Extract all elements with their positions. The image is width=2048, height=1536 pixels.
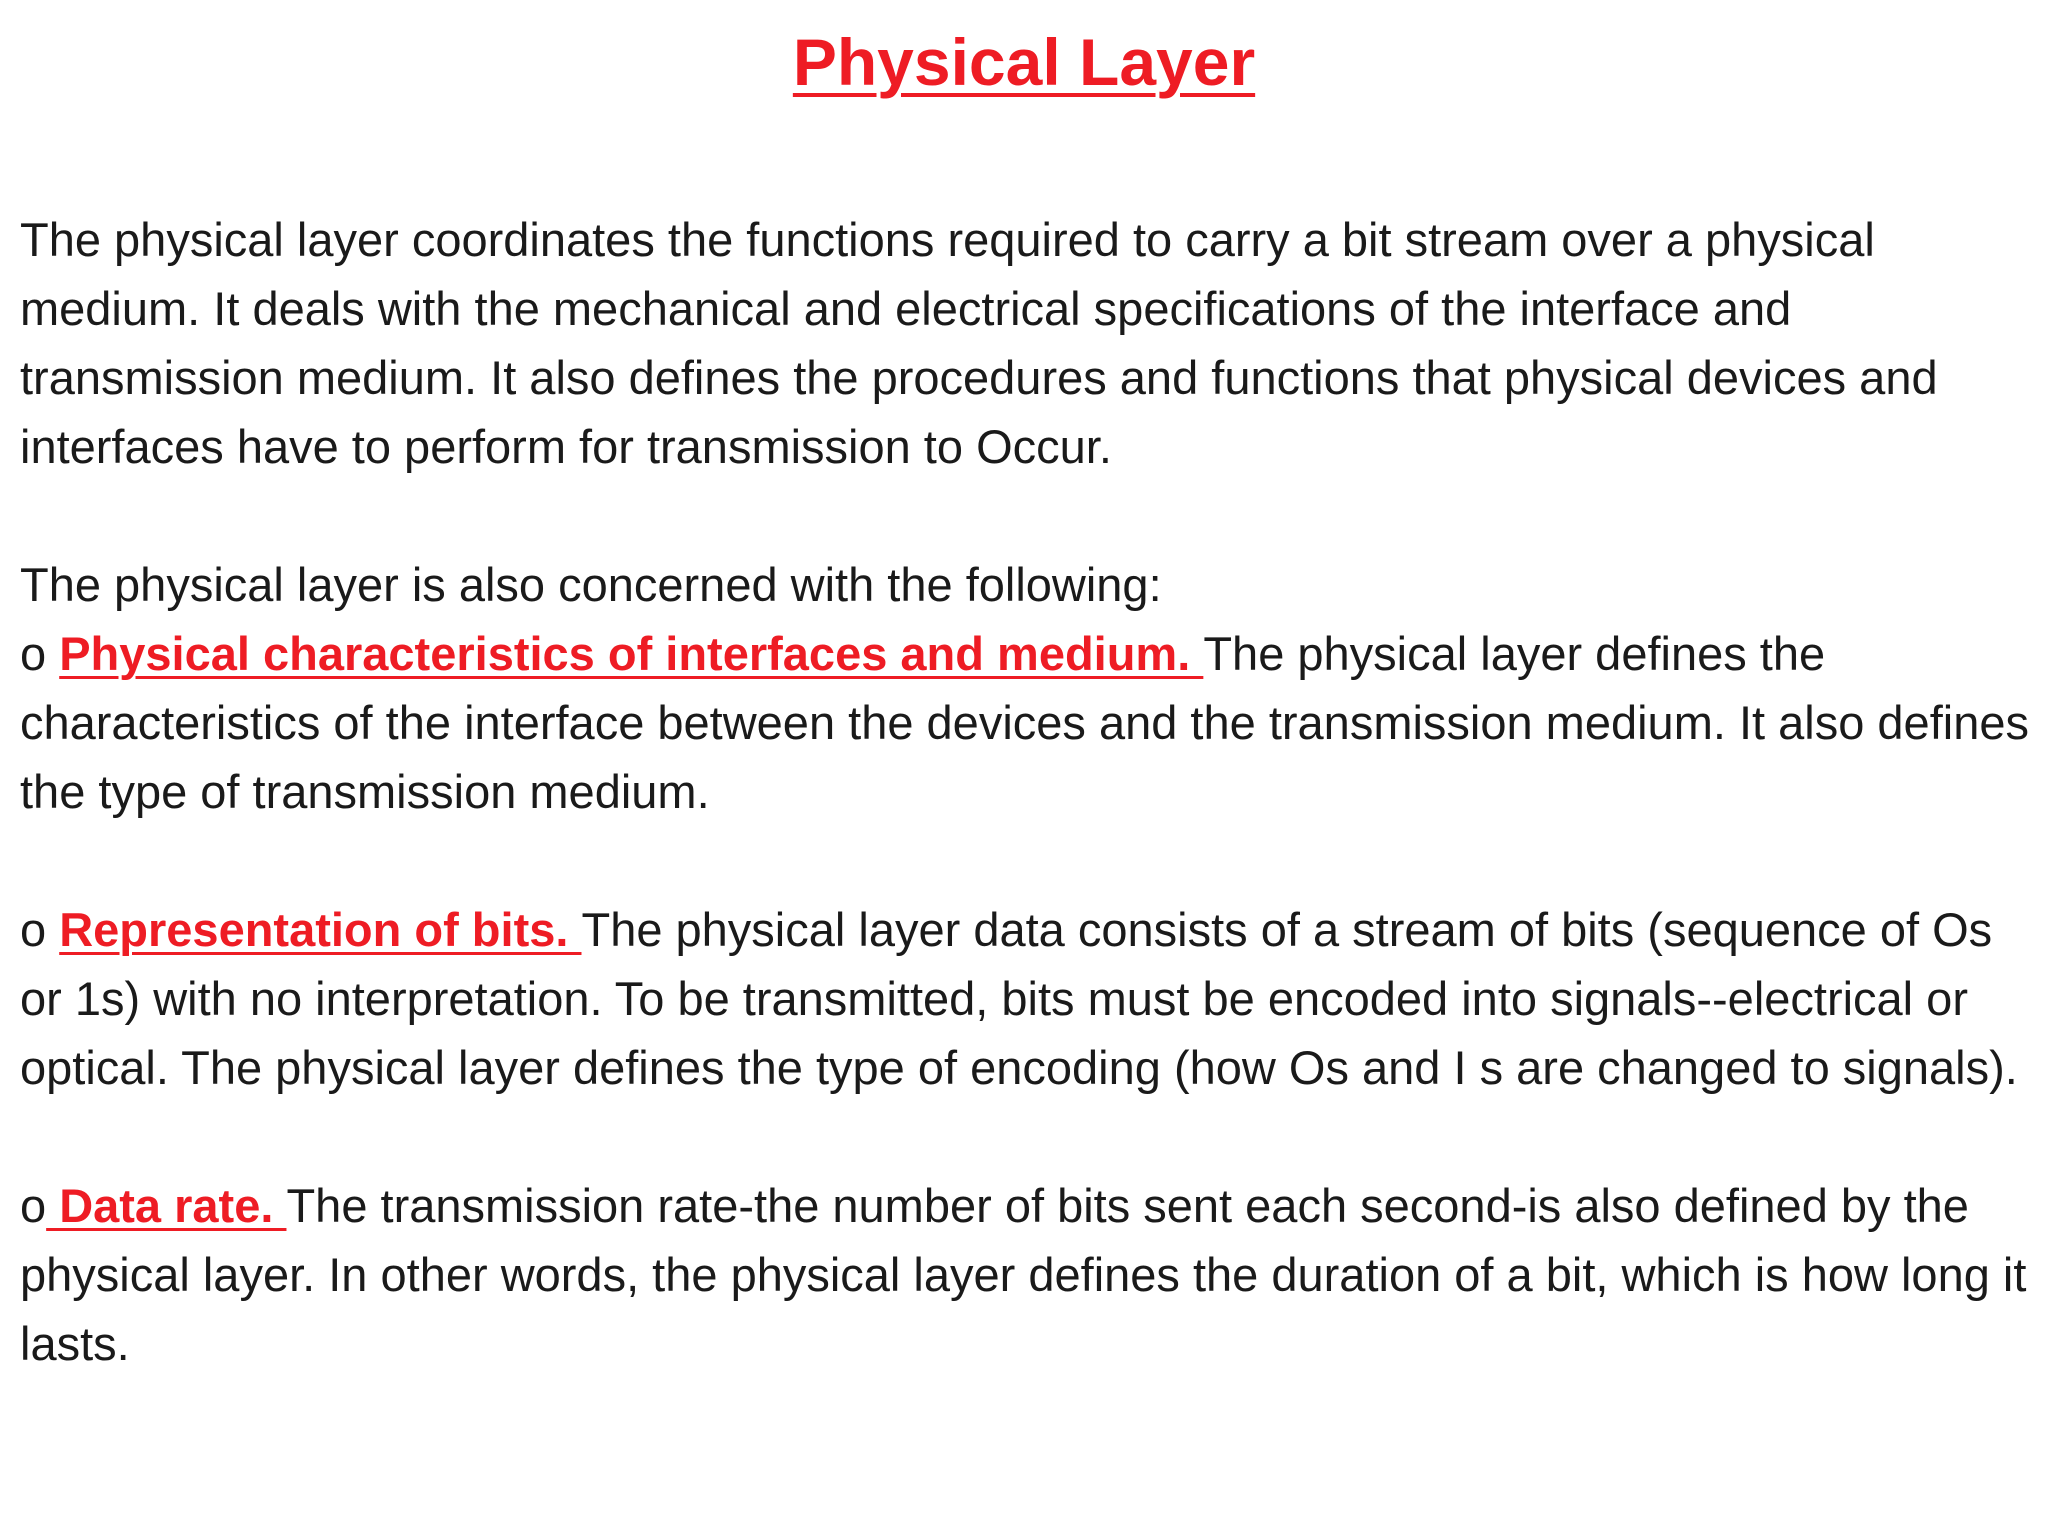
slide-title (0, 22, 2048, 102)
concerns-lead: The physical layer is also concerned with the following: (20, 558, 1162, 611)
intro-paragraph: The physical layer coordinates the functions required to carry a bit stream over a physical medium. It deals with the mechanical and electrical specifications of the interface and transmission medium. It also defines the procedures and functions that physical devices and interfaces have to perform for transmission to Occur. (20, 213, 1938, 473)
slide-body (20, 205, 2030, 1378)
term-data-rate: Data rate. (46, 1179, 287, 1232)
list-item-data-rate (20, 1171, 2030, 1378)
term-representation-of-bits: Representation of bits. (59, 903, 582, 956)
list-item-physical-characteristics (20, 619, 2030, 826)
item-text: The physical layer defines the characteristics of the interface between the devices and the transmission medium. It also defines the type of transmission medium. (20, 627, 2029, 818)
bullet-marker: o (20, 627, 60, 680)
list-item-representation-of-bits (20, 895, 2030, 1102)
bullet-marker: o (20, 1179, 47, 1232)
term-physical-characteristics: Physical characteristics of interfaces and medium. (59, 627, 1204, 680)
item-text: The physical layer data consists of a stream of bits (sequence of Os or 1s) with no interpretation. To be transmitted, bits must be encoded into signals--electrical or optical. The physical layer defines the type of encoding (how Os and I s are changed to signals). (20, 903, 2018, 1094)
bullet-marker: o (20, 903, 60, 956)
slide-title-text: Physical Layer (792, 25, 1256, 99)
item-text: The transmission rate-the number of bits sent each second-is also defined by the physical layer. In other words, the physical layer defines the duration of a bit, which is how long it lasts. (20, 1179, 2027, 1370)
